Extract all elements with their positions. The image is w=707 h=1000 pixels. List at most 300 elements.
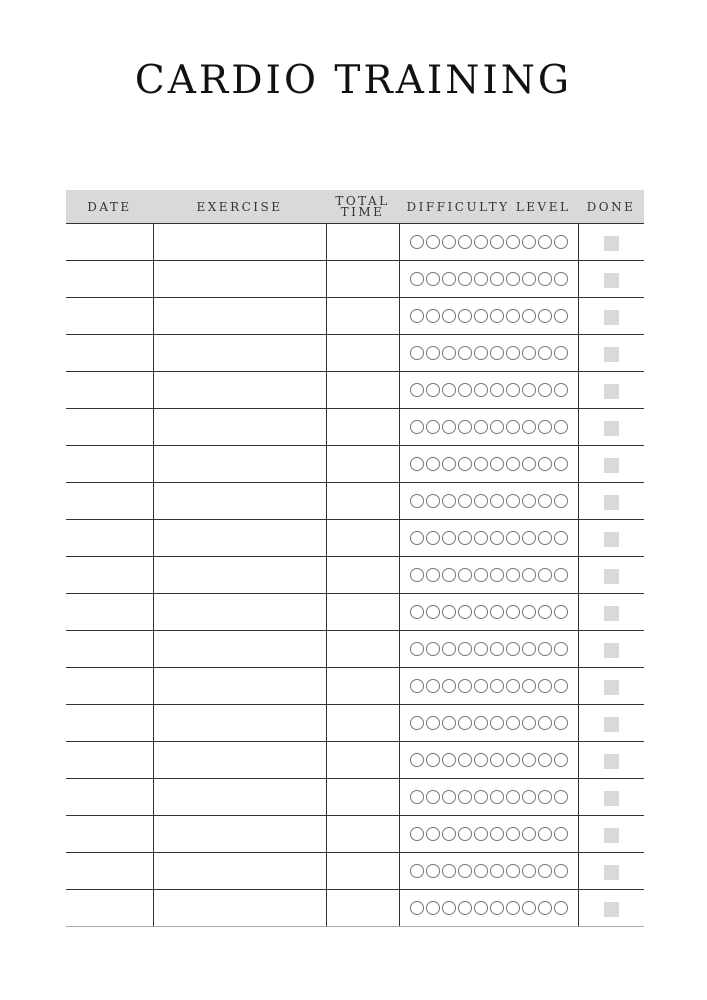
difficulty-circle-icon[interactable] [426, 753, 440, 767]
difficulty-circle-icon[interactable] [458, 494, 472, 508]
difficulty-circle-icon[interactable] [410, 605, 424, 619]
date-cell[interactable] [66, 594, 153, 631]
difficulty-circle-icon[interactable] [474, 309, 488, 323]
exercise-cell[interactable] [153, 742, 326, 779]
difficulty-circle-icon[interactable] [506, 457, 520, 471]
difficulty-circle-icon[interactable] [554, 716, 568, 730]
difficulty-circle-icon[interactable] [522, 716, 536, 730]
difficulty-circle-icon[interactable] [410, 790, 424, 804]
difficulty-circle-icon[interactable] [474, 753, 488, 767]
difficulty-circle-icon[interactable] [522, 605, 536, 619]
exercise-cell[interactable] [153, 372, 326, 409]
difficulty-circle-icon[interactable] [538, 235, 552, 249]
done-checkbox[interactable] [604, 791, 619, 806]
difficulty-circle-icon[interactable] [442, 420, 456, 434]
difficulty-circle-icon[interactable] [442, 457, 456, 471]
difficulty-circle-icon[interactable] [426, 383, 440, 397]
difficulty-circle-icon[interactable] [474, 864, 488, 878]
difficulty-circle-icon[interactable] [506, 346, 520, 360]
difficulty-circle-icon[interactable] [554, 790, 568, 804]
exercise-cell[interactable] [153, 668, 326, 705]
difficulty-circle-icon[interactable] [554, 457, 568, 471]
difficulty-circle-icon[interactable] [490, 790, 504, 804]
difficulty-circle-icon[interactable] [410, 864, 424, 878]
difficulty-circle-icon[interactable] [458, 531, 472, 545]
difficulty-circle-icon[interactable] [410, 457, 424, 471]
difficulty-circle-icon[interactable] [490, 272, 504, 286]
total-time-cell[interactable] [326, 779, 399, 816]
difficulty-circle-icon[interactable] [426, 901, 440, 915]
done-checkbox[interactable] [604, 828, 619, 843]
done-checkbox[interactable] [604, 495, 619, 510]
done-checkbox[interactable] [604, 347, 619, 362]
difficulty-circle-icon[interactable] [522, 235, 536, 249]
difficulty-circle-icon[interactable] [554, 494, 568, 508]
difficulty-circle-icon[interactable] [538, 642, 552, 656]
difficulty-circle-icon[interactable] [522, 753, 536, 767]
table-row [66, 705, 644, 742]
difficulty-circle-icon[interactable] [538, 605, 552, 619]
difficulty-circle-icon[interactable] [554, 272, 568, 286]
difficulty-circle-icon[interactable] [490, 679, 504, 693]
difficulty-circle-icon[interactable] [426, 827, 440, 841]
difficulty-circle-icon[interactable] [442, 272, 456, 286]
difficulty-circle-icon[interactable] [426, 272, 440, 286]
exercise-cell[interactable] [153, 779, 326, 816]
difficulty-circle-icon[interactable] [426, 568, 440, 582]
difficulty-scale [400, 457, 578, 471]
difficulty-circle-icon[interactable] [538, 457, 552, 471]
exercise-cell[interactable] [153, 890, 326, 927]
difficulty-circle-icon[interactable] [474, 679, 488, 693]
done-checkbox[interactable] [604, 569, 619, 584]
date-cell[interactable] [66, 409, 153, 446]
done-checkbox[interactable] [604, 754, 619, 769]
difficulty-circle-icon[interactable] [458, 827, 472, 841]
date-cell[interactable] [66, 557, 153, 594]
difficulty-circle-icon[interactable] [474, 346, 488, 360]
difficulty-circle-icon[interactable] [506, 605, 520, 619]
difficulty-circle-icon[interactable] [458, 642, 472, 656]
difficulty-circle-icon[interactable] [442, 864, 456, 878]
done-cell [578, 742, 644, 779]
done-cell [578, 816, 644, 853]
difficulty-circle-icon[interactable] [522, 346, 536, 360]
difficulty-circle-icon[interactable] [490, 420, 504, 434]
difficulty-circle-icon[interactable] [522, 272, 536, 286]
difficulty-circle-icon[interactable] [410, 679, 424, 693]
done-checkbox[interactable] [604, 273, 619, 288]
difficulty-circle-icon[interactable] [474, 420, 488, 434]
difficulty-circle-icon[interactable] [458, 272, 472, 286]
difficulty-circle-icon[interactable] [410, 383, 424, 397]
exercise-cell[interactable] [153, 224, 326, 261]
date-cell[interactable] [66, 705, 153, 742]
difficulty-level-cell [399, 594, 578, 631]
difficulty-circle-icon[interactable] [522, 901, 536, 915]
total-time-cell[interactable] [326, 520, 399, 557]
difficulty-circle-icon[interactable] [554, 383, 568, 397]
difficulty-circle-icon[interactable] [522, 309, 536, 323]
date-cell[interactable] [66, 853, 153, 890]
difficulty-circle-icon[interactable] [490, 494, 504, 508]
difficulty-circle-icon[interactable] [554, 864, 568, 878]
difficulty-circle-icon[interactable] [474, 272, 488, 286]
difficulty-circle-icon[interactable] [506, 272, 520, 286]
difficulty-circle-icon[interactable] [458, 605, 472, 619]
difficulty-circle-icon[interactable] [442, 827, 456, 841]
difficulty-circle-icon[interactable] [442, 568, 456, 582]
total-time-cell[interactable] [326, 594, 399, 631]
difficulty-circle-icon[interactable] [522, 383, 536, 397]
difficulty-circle-icon[interactable] [410, 568, 424, 582]
difficulty-circle-icon[interactable] [426, 642, 440, 656]
difficulty-circle-icon[interactable] [554, 605, 568, 619]
difficulty-circle-icon[interactable] [426, 605, 440, 619]
difficulty-circle-icon[interactable] [506, 864, 520, 878]
done-cell [578, 335, 644, 372]
date-cell[interactable] [66, 668, 153, 705]
difficulty-circle-icon[interactable] [554, 679, 568, 693]
difficulty-level-cell [399, 557, 578, 594]
difficulty-circle-icon[interactable] [474, 827, 488, 841]
difficulty-circle-icon[interactable] [410, 901, 424, 915]
difficulty-circle-icon[interactable] [458, 901, 472, 915]
difficulty-circle-icon[interactable] [410, 235, 424, 249]
difficulty-circle-icon[interactable] [442, 716, 456, 730]
exercise-cell[interactable] [153, 446, 326, 483]
total-time-cell[interactable] [326, 557, 399, 594]
difficulty-circle-icon[interactable] [410, 272, 424, 286]
done-cell [578, 631, 644, 668]
date-cell[interactable] [66, 742, 153, 779]
difficulty-circle-icon[interactable] [458, 679, 472, 693]
difficulty-scale [400, 346, 578, 360]
difficulty-circle-icon[interactable] [506, 642, 520, 656]
difficulty-level-cell [399, 853, 578, 890]
difficulty-circle-icon[interactable] [538, 790, 552, 804]
done-checkbox[interactable] [604, 458, 619, 473]
difficulty-circle-icon[interactable] [538, 901, 552, 915]
difficulty-circle-icon[interactable] [522, 642, 536, 656]
difficulty-circle-icon[interactable] [458, 716, 472, 730]
difficulty-circle-icon[interactable] [522, 827, 536, 841]
difficulty-circle-icon[interactable] [554, 420, 568, 434]
difficulty-circle-icon[interactable] [506, 494, 520, 508]
difficulty-circle-icon[interactable] [426, 864, 440, 878]
difficulty-circle-icon[interactable] [490, 901, 504, 915]
difficulty-circle-icon[interactable] [458, 420, 472, 434]
difficulty-circle-icon[interactable] [538, 494, 552, 508]
difficulty-circle-icon[interactable] [522, 420, 536, 434]
difficulty-circle-icon[interactable] [458, 346, 472, 360]
difficulty-circle-icon[interactable] [458, 790, 472, 804]
difficulty-circle-icon[interactable] [474, 568, 488, 582]
total-time-cell[interactable] [326, 705, 399, 742]
done-checkbox[interactable] [604, 384, 619, 399]
done-cell [578, 668, 644, 705]
difficulty-circle-icon[interactable] [538, 679, 552, 693]
difficulty-scale [400, 716, 578, 730]
date-cell[interactable] [66, 520, 153, 557]
difficulty-circle-icon[interactable] [538, 420, 552, 434]
difficulty-circle-icon[interactable] [522, 568, 536, 582]
difficulty-circle-icon[interactable] [554, 531, 568, 545]
difficulty-circle-icon[interactable] [538, 827, 552, 841]
difficulty-circle-icon[interactable] [426, 457, 440, 471]
done-checkbox[interactable] [604, 532, 619, 547]
difficulty-circle-icon[interactable] [410, 753, 424, 767]
total-time-cell[interactable] [326, 742, 399, 779]
difficulty-circle-icon[interactable] [538, 753, 552, 767]
difficulty-circle-icon[interactable] [410, 309, 424, 323]
exercise-cell[interactable] [153, 298, 326, 335]
difficulty-circle-icon[interactable] [474, 642, 488, 656]
difficulty-circle-icon[interactable] [442, 753, 456, 767]
table-row [66, 261, 644, 298]
difficulty-circle-icon[interactable] [506, 790, 520, 804]
total-time-cell[interactable] [326, 483, 399, 520]
difficulty-circle-icon[interactable] [426, 420, 440, 434]
header-total-time-line1: TOTAL [335, 193, 390, 208]
date-cell[interactable] [66, 631, 153, 668]
difficulty-circle-icon[interactable] [506, 568, 520, 582]
difficulty-level-cell [399, 261, 578, 298]
difficulty-circle-icon[interactable] [538, 346, 552, 360]
done-checkbox[interactable] [604, 310, 619, 325]
difficulty-circle-icon[interactable] [442, 494, 456, 508]
exercise-cell[interactable] [153, 409, 326, 446]
difficulty-circle-icon[interactable] [410, 531, 424, 545]
difficulty-circle-icon[interactable] [490, 827, 504, 841]
difficulty-level-cell [399, 631, 578, 668]
total-time-cell[interactable] [326, 298, 399, 335]
difficulty-circle-icon[interactable] [474, 457, 488, 471]
difficulty-circle-icon[interactable] [506, 420, 520, 434]
difficulty-circle-icon[interactable] [410, 642, 424, 656]
total-time-cell[interactable] [326, 446, 399, 483]
difficulty-circle-icon[interactable] [538, 716, 552, 730]
difficulty-circle-icon[interactable] [554, 568, 568, 582]
difficulty-circle-icon[interactable] [490, 309, 504, 323]
difficulty-circle-icon[interactable] [522, 864, 536, 878]
done-cell [578, 261, 644, 298]
difficulty-circle-icon[interactable] [554, 235, 568, 249]
difficulty-circle-icon[interactable] [442, 346, 456, 360]
date-cell[interactable] [66, 816, 153, 853]
done-cell [578, 705, 644, 742]
difficulty-circle-icon[interactable] [426, 716, 440, 730]
total-time-cell[interactable] [326, 890, 399, 927]
date-cell[interactable] [66, 779, 153, 816]
difficulty-circle-icon[interactable] [410, 716, 424, 730]
difficulty-circle-icon[interactable] [474, 383, 488, 397]
difficulty-circle-icon[interactable] [506, 753, 520, 767]
date-cell[interactable] [66, 224, 153, 261]
date-cell[interactable] [66, 372, 153, 409]
difficulty-circle-icon[interactable] [410, 420, 424, 434]
total-time-cell[interactable] [326, 816, 399, 853]
difficulty-circle-icon[interactable] [490, 642, 504, 656]
difficulty-circle-icon[interactable] [522, 457, 536, 471]
difficulty-circle-icon[interactable] [506, 383, 520, 397]
exercise-cell[interactable] [153, 557, 326, 594]
difficulty-circle-icon[interactable] [554, 753, 568, 767]
difficulty-circle-icon[interactable] [538, 531, 552, 545]
exercise-cell[interactable] [153, 705, 326, 742]
difficulty-circle-icon[interactable] [490, 531, 504, 545]
date-cell[interactable] [66, 890, 153, 927]
difficulty-circle-icon[interactable] [554, 309, 568, 323]
header-total-time-line2: TIME [340, 204, 385, 219]
difficulty-circle-icon[interactable] [490, 568, 504, 582]
difficulty-circle-icon[interactable] [506, 679, 520, 693]
difficulty-circle-icon[interactable] [538, 383, 552, 397]
done-checkbox[interactable] [604, 236, 619, 251]
difficulty-circle-icon[interactable] [442, 235, 456, 249]
done-checkbox[interactable] [604, 717, 619, 732]
difficulty-circle-icon[interactable] [426, 531, 440, 545]
difficulty-scale [400, 420, 578, 434]
exercise-cell[interactable] [153, 483, 326, 520]
difficulty-circle-icon[interactable] [522, 790, 536, 804]
exercise-cell[interactable] [153, 594, 326, 631]
difficulty-level-cell [399, 335, 578, 372]
header-total-time [326, 190, 399, 224]
difficulty-circle-icon[interactable] [442, 901, 456, 915]
done-checkbox[interactable] [604, 902, 619, 917]
table-row [66, 483, 644, 520]
done-checkbox[interactable] [604, 643, 619, 658]
difficulty-circle-icon[interactable] [442, 309, 456, 323]
difficulty-circle-icon[interactable] [474, 605, 488, 619]
difficulty-circle-icon[interactable] [458, 568, 472, 582]
date-cell[interactable] [66, 261, 153, 298]
difficulty-level-cell [399, 298, 578, 335]
difficulty-circle-icon[interactable] [474, 790, 488, 804]
difficulty-circle-icon[interactable] [474, 494, 488, 508]
table-row [66, 372, 644, 409]
difficulty-circle-icon[interactable] [458, 235, 472, 249]
difficulty-circle-icon[interactable] [490, 457, 504, 471]
total-time-cell[interactable] [326, 853, 399, 890]
difficulty-circle-icon[interactable] [442, 642, 456, 656]
difficulty-circle-icon[interactable] [490, 753, 504, 767]
date-cell[interactable] [66, 298, 153, 335]
difficulty-level-cell [399, 890, 578, 927]
difficulty-circle-icon[interactable] [474, 235, 488, 249]
difficulty-circle-icon[interactable] [490, 864, 504, 878]
difficulty-circle-icon[interactable] [410, 494, 424, 508]
difficulty-circle-icon[interactable] [554, 642, 568, 656]
difficulty-circle-icon[interactable] [490, 383, 504, 397]
table-row [66, 668, 644, 705]
done-checkbox[interactable] [604, 421, 619, 436]
exercise-cell[interactable] [153, 853, 326, 890]
difficulty-circle-icon[interactable] [426, 679, 440, 693]
difficulty-circle-icon[interactable] [458, 864, 472, 878]
exercise-cell[interactable] [153, 520, 326, 557]
total-time-cell[interactable] [326, 631, 399, 668]
difficulty-circle-icon[interactable] [442, 383, 456, 397]
cardio-log-table [66, 190, 644, 927]
difficulty-circle-icon[interactable] [474, 901, 488, 915]
difficulty-circle-icon[interactable] [538, 864, 552, 878]
total-time-cell[interactable] [326, 261, 399, 298]
difficulty-circle-icon[interactable] [506, 309, 520, 323]
table-row [66, 224, 644, 261]
difficulty-circle-icon[interactable] [426, 346, 440, 360]
difficulty-circle-icon[interactable] [538, 309, 552, 323]
difficulty-circle-icon[interactable] [442, 605, 456, 619]
difficulty-circle-icon[interactable] [442, 531, 456, 545]
difficulty-circle-icon[interactable] [554, 901, 568, 915]
difficulty-circle-icon[interactable] [410, 346, 424, 360]
difficulty-circle-icon[interactable] [490, 605, 504, 619]
exercise-cell[interactable] [153, 261, 326, 298]
date-cell[interactable] [66, 483, 153, 520]
done-checkbox[interactable] [604, 680, 619, 695]
table-row [66, 594, 644, 631]
difficulty-circle-icon[interactable] [458, 753, 472, 767]
difficulty-level-cell [399, 520, 578, 557]
done-checkbox[interactable] [604, 606, 619, 621]
difficulty-circle-icon[interactable] [426, 790, 440, 804]
difficulty-circle-icon[interactable] [426, 309, 440, 323]
difficulty-circle-icon[interactable] [522, 494, 536, 508]
date-cell[interactable] [66, 446, 153, 483]
difficulty-circle-icon[interactable] [506, 531, 520, 545]
difficulty-circle-icon[interactable] [410, 827, 424, 841]
total-time-cell[interactable] [326, 372, 399, 409]
difficulty-circle-icon[interactable] [538, 568, 552, 582]
difficulty-circle-icon[interactable] [426, 494, 440, 508]
difficulty-circle-icon[interactable] [426, 235, 440, 249]
difficulty-circle-icon[interactable] [506, 827, 520, 841]
difficulty-circle-icon[interactable] [538, 272, 552, 286]
done-checkbox[interactable] [604, 865, 619, 880]
total-time-cell[interactable] [326, 409, 399, 446]
done-cell [578, 409, 644, 446]
header-exercise: EXERCISE [153, 190, 326, 224]
page-title: CARDIO TRAINING [134, 58, 573, 103]
date-cell[interactable] [66, 335, 153, 372]
difficulty-circle-icon[interactable] [554, 827, 568, 841]
exercise-cell[interactable] [153, 631, 326, 668]
difficulty-circle-icon[interactable] [522, 679, 536, 693]
difficulty-circle-icon[interactable] [442, 679, 456, 693]
difficulty-circle-icon[interactable] [506, 901, 520, 915]
difficulty-circle-icon[interactable] [474, 531, 488, 545]
difficulty-circle-icon[interactable] [490, 716, 504, 730]
difficulty-circle-icon[interactable] [506, 716, 520, 730]
difficulty-circle-icon[interactable] [458, 383, 472, 397]
difficulty-circle-icon[interactable] [490, 346, 504, 360]
difficulty-circle-icon[interactable] [458, 457, 472, 471]
difficulty-circle-icon[interactable] [458, 309, 472, 323]
total-time-cell[interactable] [326, 335, 399, 372]
difficulty-circle-icon[interactable] [490, 235, 504, 249]
exercise-cell[interactable] [153, 816, 326, 853]
difficulty-circle-icon[interactable] [522, 531, 536, 545]
difficulty-circle-icon[interactable] [506, 235, 520, 249]
difficulty-circle-icon[interactable] [474, 716, 488, 730]
total-time-cell[interactable] [326, 668, 399, 705]
difficulty-circle-icon[interactable] [442, 790, 456, 804]
exercise-cell[interactable] [153, 335, 326, 372]
total-time-cell[interactable] [326, 224, 399, 261]
difficulty-circle-icon[interactable] [554, 346, 568, 360]
